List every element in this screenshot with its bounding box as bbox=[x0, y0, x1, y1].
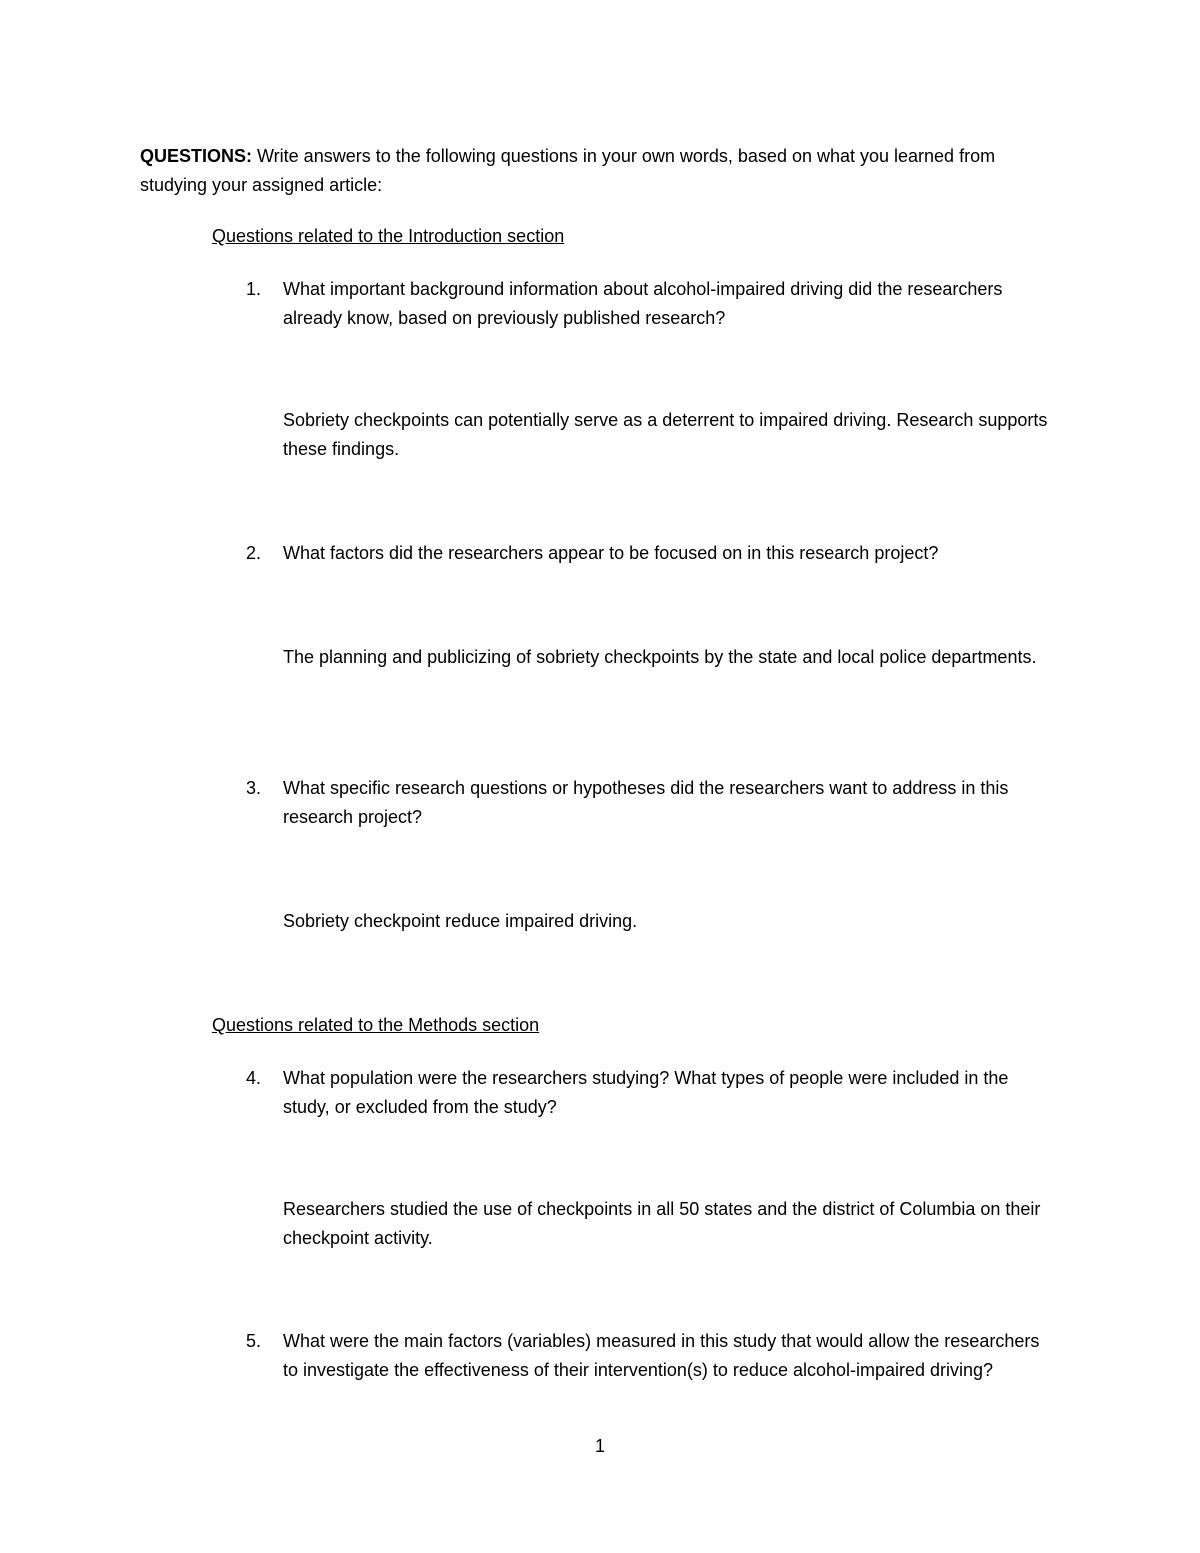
section-heading-introduction: Questions related to the Introduction section bbox=[212, 226, 565, 246]
question-number: 4. bbox=[246, 1068, 262, 1088]
question-text: What population were the researchers studying? What types of people were included in the study, or excluded from the study? bbox=[283, 1068, 1009, 1117]
answer-1: Sobriety checkpoints can potentially serve as a deterrent to impaired driving. Research supports these findings. bbox=[283, 410, 1048, 459]
instructions-lead: QUESTIONS: bbox=[140, 146, 253, 166]
answer-3: Sobriety checkpoint reduce impaired driving. bbox=[283, 911, 638, 931]
answer-4: Researchers studied the use of checkpoints in all 50 states and the district of Columbia on their checkpoint activity. bbox=[283, 1199, 1041, 1248]
question-2 bbox=[246, 539, 1056, 568]
question-text: What important background information about alcohol-impaired driving did the researchers already know, based on previously published research? bbox=[283, 279, 1003, 328]
question-4 bbox=[246, 1064, 1056, 1122]
page-number: 1 bbox=[594, 1436, 605, 1456]
instructions-paragraph bbox=[140, 142, 1060, 200]
question-text: What specific research questions or hypotheses did the researchers want to address in this research project? bbox=[283, 778, 1009, 827]
question-text: What factors did the researchers appear to be focused on in this research project? bbox=[283, 543, 939, 563]
instructions-text: Write answers to the following questions in your own words, based on what you learned from studying your assigned article: bbox=[140, 146, 996, 195]
question-5 bbox=[246, 1327, 1056, 1385]
section-heading-methods: Questions related to the Methods section bbox=[212, 1015, 540, 1035]
question-3 bbox=[246, 774, 1056, 832]
question-1 bbox=[246, 275, 1056, 333]
question-number: 3. bbox=[246, 778, 262, 798]
question-text: What were the main factors (variables) measured in this study that would allow the researchers to investigate the effectiveness of their intervention(s) to reduce alcohol-impaired driving? bbox=[283, 1331, 1040, 1380]
answer-2: The planning and publicizing of sobriety checkpoints by the state and local police departments. bbox=[283, 647, 1037, 667]
question-number: 5. bbox=[246, 1331, 262, 1351]
question-number: 1. bbox=[246, 279, 262, 299]
question-number: 2. bbox=[246, 543, 262, 563]
